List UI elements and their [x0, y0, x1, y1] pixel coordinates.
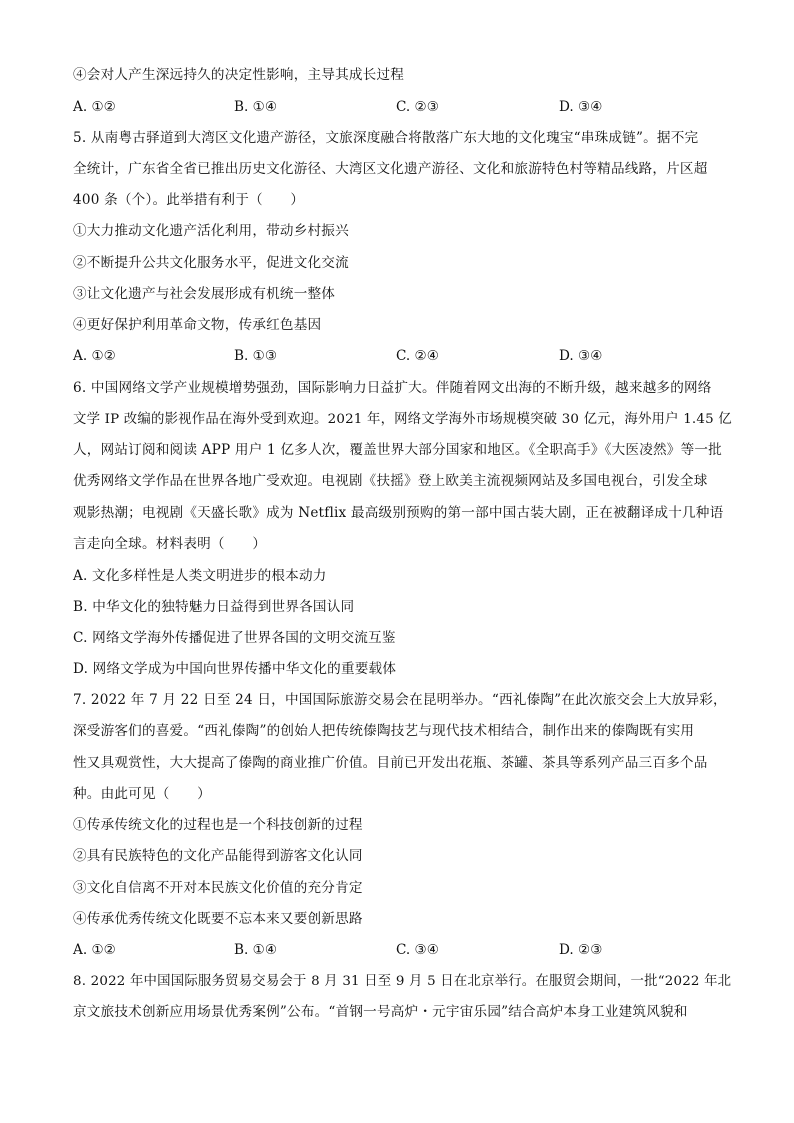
- q6-option-c[interactable]: C. 网络文学海外传播促进了世界各国的文明交流互鉴: [73, 630, 396, 646]
- q5-item-4: ④更好保护利用革命文物，传承红色基因: [73, 317, 322, 333]
- q6-stem-line-6: 言走向全球。材料表明（ ）: [73, 536, 267, 552]
- q5-option-c[interactable]: C. ②④: [396, 348, 439, 364]
- q5-item-3: ③让文化遗产与社会发展形成有机统一整体: [73, 286, 336, 302]
- q6-option-b[interactable]: B. 中华文化的独特魅力日益得到世界各国认同: [73, 599, 355, 615]
- q7-item-2: ②具有民族特色的文化产品能得到游客文化认同: [73, 848, 363, 864]
- q5-option-a[interactable]: A. ①②: [73, 348, 116, 364]
- q8-stem-line-2: 京文旅技术创新应用场景优秀案例”公布。“首钢一号高炉・元宇宙乐园”结合高炉本身工业建筑风貌和: [73, 1004, 688, 1020]
- q5-item-2: ②不断提升公共文化服务水平，促进文化交流: [73, 255, 349, 271]
- q6-stem-line-5: 观影热潮；电视剧《天盛长歌》成为 Netflix 最高级别预购的第一部中国古装大剧，正在被翻译成十几种语: [73, 505, 724, 521]
- q7-option-d[interactable]: D. ②③: [559, 942, 603, 958]
- q7-stem-line-2: 深受游客们的喜爱。“西礼傣陶”的创始人把传统傣陶技艺与现代技术相结合，制作出来的傣陶既有实用: [73, 723, 695, 739]
- q4-option-d[interactable]: D. ③④: [559, 99, 603, 115]
- q5-item-1: ①大力推动文化遗产活化利用，带动乡村振兴: [73, 223, 349, 239]
- q7-options: [73, 935, 733, 966]
- q7-item-4: ④传承优秀传统文化既要不忘本来又要创新思路: [73, 911, 363, 927]
- q5-stem-line-1: 5. 从南粤古驿道到大湾区文化遗产游径，文旅深度融合将散落广东大地的文化瑰宝“串珠成链”。据不完: [73, 130, 699, 146]
- q7-option-c[interactable]: C. ③④: [396, 942, 439, 958]
- q7-item-1: ①传承传统文化的过程也是一个科技创新的过程: [73, 817, 363, 833]
- q7-stem-line-4: 种。由此可见（ ）: [73, 786, 211, 802]
- q5-stem-line-2: 全统计，广东省全省已推出历史文化游径、大湾区文化遗产游径、文化和旅游特色村等精品线路，片区超: [73, 161, 708, 177]
- q7-option-b[interactable]: B. ①④: [234, 942, 278, 958]
- q6-stem-line-1: 6. 中国网络文学产业规模增势强劲，国际影响力日益扩大。伴随着网文出海的不断升级，越来越多的网络: [73, 380, 712, 396]
- q5-stem-line-3: 400 条（个）。此举措有利于（ ）: [73, 192, 305, 208]
- q7-option-a[interactable]: A. ①②: [73, 942, 116, 958]
- q5-options: [73, 341, 733, 372]
- q4-option-c[interactable]: C. ②③: [396, 99, 439, 115]
- q6-stem-line-2: 文学 IP 改编的影视作品在海外受到欢迎。2021 年，网络文学海外市场规模突破 30 亿元，海外用户 1.45 亿: [73, 412, 732, 427]
- q6-option-d[interactable]: D. 网络文学成为中国向世界传播中华文化的重要载体: [73, 661, 397, 677]
- q7-stem-line-1: 7. 2022 年 7 月 22 日至 24 日，中国国际旅游交易会在昆明举办。“西礼傣陶”在此次旅交会上大放异彩，: [73, 692, 727, 708]
- q4-option-b[interactable]: B. ①④: [234, 99, 278, 115]
- q5-option-d[interactable]: D. ③④: [559, 348, 603, 364]
- q4-item-4: ④会对人产生深远持久的决定性影响，主导其成长过程: [73, 67, 405, 83]
- q5-option-b[interactable]: B. ①③: [234, 348, 278, 364]
- q8-stem-line-1: 8. 2022 年中国国际服务贸易交易会于 8 月 31 日至 9 月 5 日在北京举行。在服贸会期间，一批“2022 年北: [73, 974, 732, 989]
- q6-stem-line-3: 人，网站订阅和阅读 APP 用户 1 亿多人次，覆盖世界大部分国家和地区。《全职高手》《大医凌然》等一批: [73, 442, 722, 458]
- q7-stem-line-3: 性又具观赏性，大大提高了傣陶的商业推广价值。目前已开发出花瓶、茶罐、茶具等系列产品三百多个品: [73, 755, 708, 771]
- q4-option-a[interactable]: A. ①②: [73, 99, 116, 115]
- q4-options: [73, 92, 733, 123]
- q7-item-3: ③文化自信离不开对本民族文化价值的充分肯定: [73, 880, 363, 896]
- q6-option-a[interactable]: A. 文化多样性是人类文明进步的根本动力: [73, 568, 327, 584]
- q6-stem-line-4: 优秀网络文学作品在世界各地广受欢迎。电视剧《扶摇》登上欧美主流视频网站及多国电视台，引发全球: [73, 473, 708, 489]
